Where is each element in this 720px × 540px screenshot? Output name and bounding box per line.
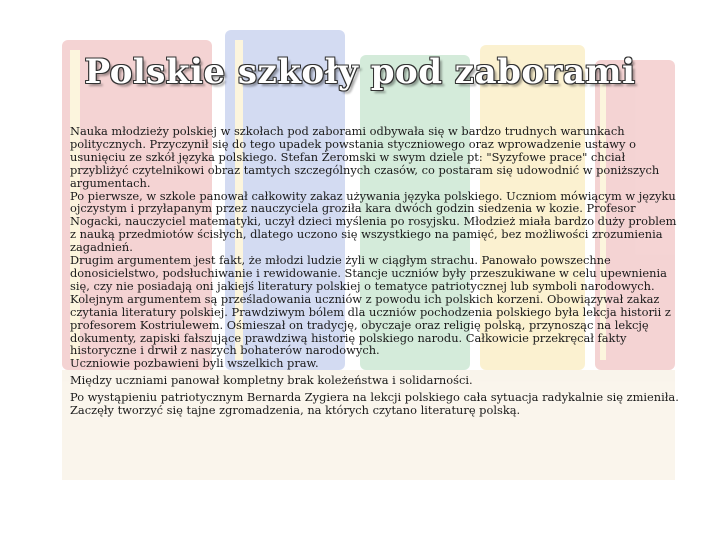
paragraph-argument-2: Drugim argumentem jest fakt, że młodzi ludzie żyli w ciągłym strachu. Panowało powszechne donosicielstwo, podsłuchiwanie i rewidowanie. Stancje uczniów były przeszukiwane w celu upewnienia się, czy nie posiadają oni jakiejś literatury polskiej o tematyce patriotycznej lub symboli narodowych. xyxy=(70,253,667,293)
paragraph-no-solidarity: Między uczniami panował kompletny brak koleżeństwa i solidarności. xyxy=(70,373,473,388)
body-text xyxy=(70,125,682,417)
slide-title: Polskie szkoły pod zaborami xyxy=(84,52,636,92)
paragraph-conclusion: Po wystąpieniu patriotycznym Bernarda Zygiera na lekcji polskiego cała sytuacja radykalnie się zmieniła. Zaczęły tworzyć się tajne zgromadzenia, na których czytano literaturę polską. xyxy=(70,390,679,418)
paragraph-intro: Nauka młodzieży polskiej w szkołach pod zaborami odbywała się w bardzo trudnych warunkach politycznych. Przyczynił się do tego upadek powstania styczniowego oraz wprowadzenie ustawy o usunięciu ze szkół języka polskiego. Stefan Żeromski w swym dziele pt: "Syzyfowe prace" chciał przybliżyć czytelnikowi obraz tamtych szczególnych czasów, co postaram się udowodnić w poniższych argumentach. xyxy=(70,124,660,190)
paragraph-no-rights: Uczniowie pozbawieni byli wszelkich praw. xyxy=(70,356,319,371)
paragraph-argument-1: Po pierwsze, w szkole panował całkowity zakaz używania języka polskiego. Uczniom mówiącym w języku ojczystym i przyłapanym przez nauczyciela groziła kara dwóch godzin siedzenia w kozie. Profesor Nogacki, nauczyciel matematyki, uczył dzieci myślenia po rosyjsku. Młodzież miała bardzo duży problem z nauką przedmiotów ścisłych, dlatego uczono się wszystkiego na pamięć, bez możliwości zrozumienia zagadnień. xyxy=(70,188,677,255)
paragraph-argument-3: Kolejnym argumentem są prześladowania uczniów z powodu ich polskich korzeni. Obowiązywał zakaz czytania literatury polskiej. Prawdziwym bólem dla uczniów pochodzenia polskiego była lekcja historii z profesorem Kostriulewem. Ośmieszał on tradycję, obyczaje oraz religię polską, przynosząc na lekcję dokumenty, zapiski fałszujące prawdziwą historię polskiego narodu. Całkowicie przekręcał fakty historyczne i drwił z naszych bohaterów narodowych. xyxy=(70,291,671,358)
